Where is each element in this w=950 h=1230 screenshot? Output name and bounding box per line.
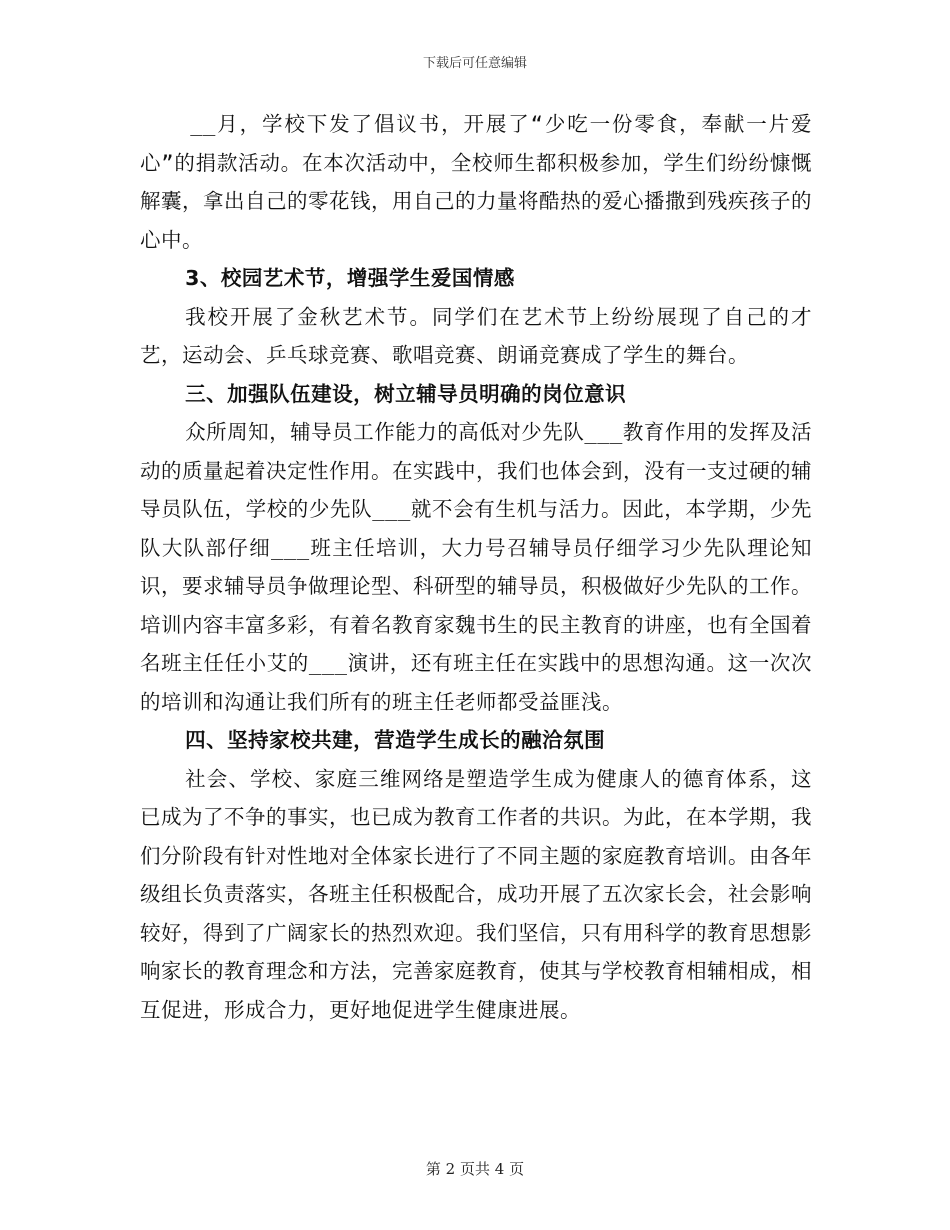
paragraph-home-school: 社会、学校、家庭三维网络是塑造学生成为健康人的德育体系，这已成为了不争的事实，也已成为教育工作者的共识。为此，在本学期，我们分阶段有针对性地对全体家长进行了不同主题的家庭教育培训。由各年级组长负责落实，各班主任积极配合，成功开展了五次家长会，社会影响较好，得到了广阔家长的热烈欢迎。我们坚信，只有用科学的教育思想影响家长的教育理念和方法，完善家庭教育，使其与学校教育相辅相成，相互促进，形成合力，更好地促进学生健康进展。 [140,766,812,1022]
heading-art-festival: 3、校园艺术节，增强学生爱国情感 [185,266,515,290]
paragraph-donation: __月，学校下发了倡议书，开展了“少吃一份零食，奉献一片爱心”的捐款活动。在本次活动中，全校师生都积极参加，学生们纷纷慷慨解囊，拿出自己的零花钱，用自己的力量将酷热的爱心播撒到残疾孩子的心中。 [140,112,812,252]
document-body [140,105,812,1029]
paragraph-art-festival: 我校开展了金秋艺术节。同学们在艺术节上纷纷展现了自己的才艺，运动会、乒乓球竞赛、歌唱竞赛、朗诵竞赛成了学生的舞台。 [140,304,812,367]
heading-home-school: 四、坚持家校共建，营造学生成长的融洽氛围 [185,728,606,752]
heading-team-building: 三、加强队伍建设，树立辅导员明确的岗位意识 [185,381,627,406]
header-note: 下载后可任意编辑 [422,56,527,71]
page-number: 第 2 页共 4 页 [425,1160,525,1178]
paragraph-team-building: 众所周知，辅导员工作能力的高低对少先队___教育作用的发挥及活动的质量起着决定性作用。在实践中，我们也体会到，没有一支过硬的辅导员队伍，学校的少先队___就不会有生机与活力。因此，本学期，少先队大队部仔细___班主任培训，大力号召辅导员仔细学习少先队理论知识，要求辅导员争做理论型、科研型的辅导员，积极做好少先队的工作。培训内容丰富多彩，有着名教育家魏书生的民主教育的讲座，也有全国着名班主任任小艾的___演讲，还有班主任在实践中的思想沟通。这一次次的培训和沟通让我们所有的班主任老师都受益匪浅。 [140,420,812,714]
